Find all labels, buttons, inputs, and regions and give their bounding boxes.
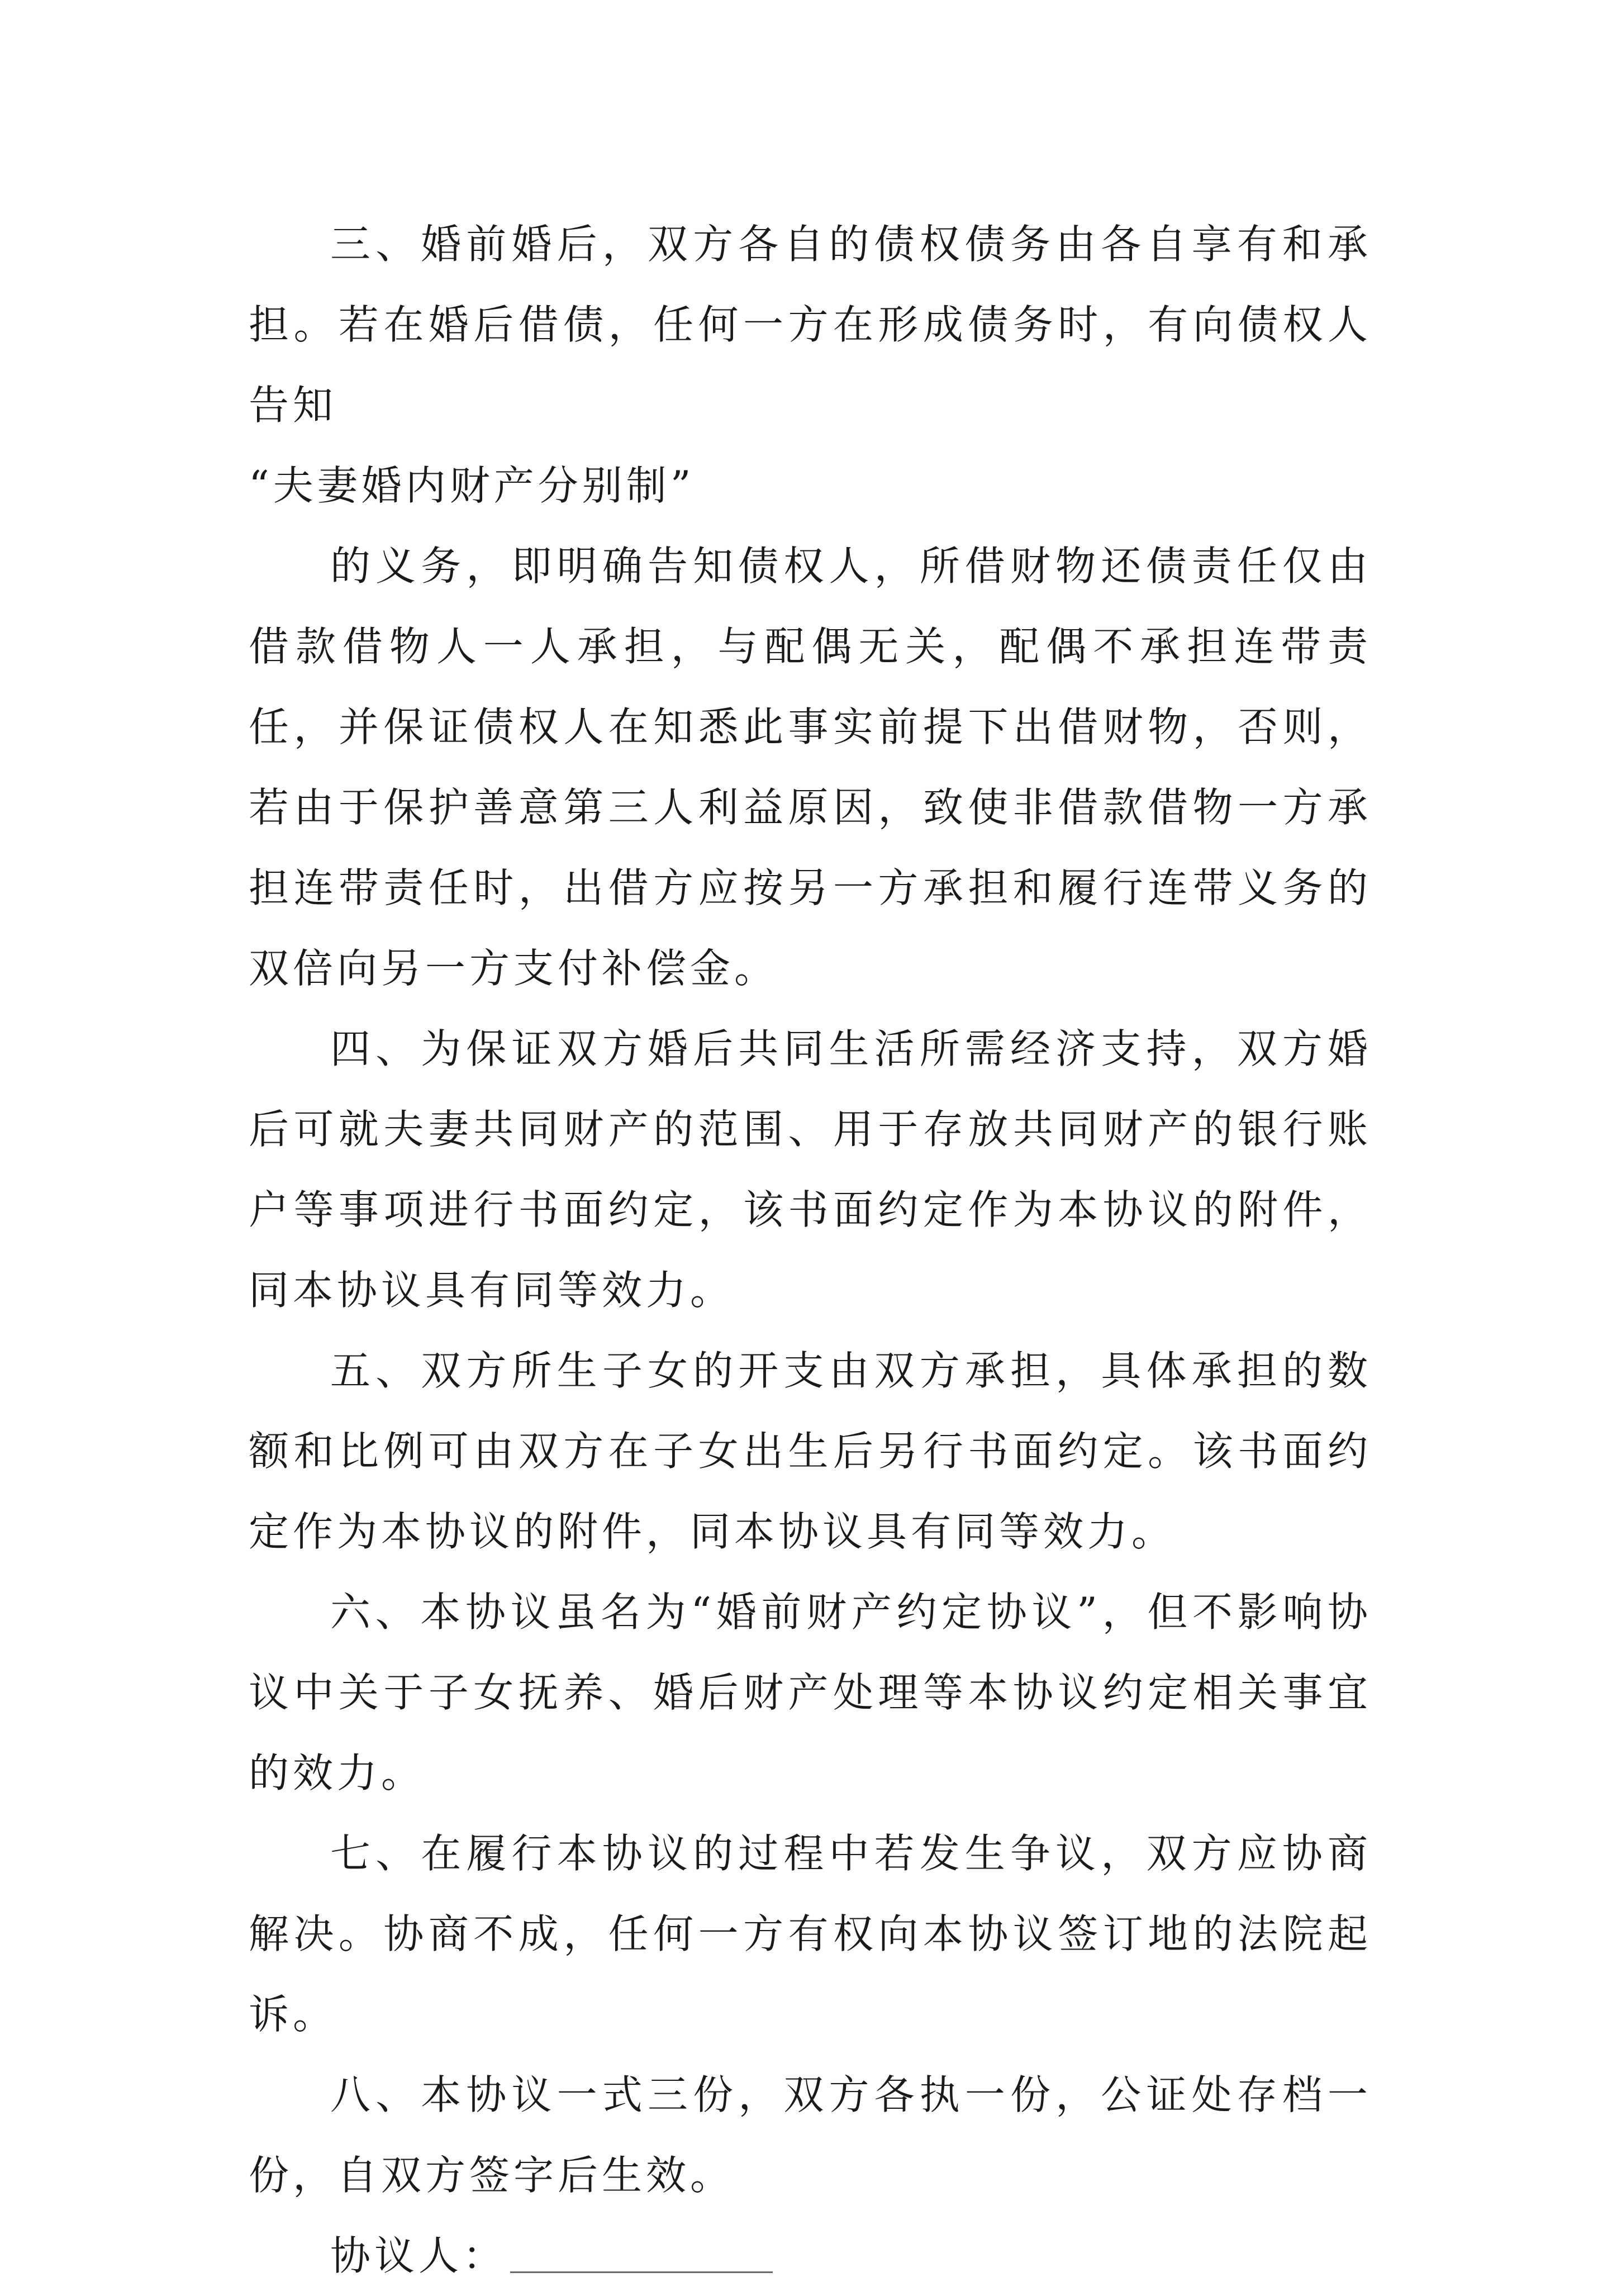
clause-eight: 八、本协议一式三份，双方各执一份，公证处存档一份，自双方签字后生效。 [249,2071,1372,2199]
signature-line [249,2216,1372,2296]
signature-label: 协议人： [330,2232,507,2279]
clause-three: 三、婚前婚后，双方各自的债权债务由各自享有和承担。若在婚后借债，任何一方在形成债务时，有向债权人告知 [249,221,1372,429]
clause-six: 六、本协议虽名为“婚前财产约定协议”，但不影响协议中关于子女抚养、婚后财产处理等本协议约定相关事宜的效力。 [249,1589,1372,1796]
clause-three-continued: 的义务，即明确告知债权人，所借财物还债责任仅由借款借物人一人承担，与配偶无关，配偶不承担连带责任，并保证债权人在知悉此事实前提下出借财物，否则，若由于保护善意第三人利益原因，致使非借款借物一方承担连带责任时，出借方应按另一方承担和履行连带义务的双倍向另一方支付补偿金。 [249,543,1372,992]
clause-seven: 七、在履行本协议的过程中若发生争议，双方应协商解决。协商不成，任何一方有权向本协议签订地的法院起诉。 [249,1830,1372,2038]
clause-five: 五、双方所生子女的开支由双方承担，具体承担的数额和比例可由双方在子女出生后另行书面约定。该书面约定作为本协议的附件，同本协议具有同等效力。 [249,1347,1372,1555]
document-body [249,204,1372,2296]
clause-three-quote: “夫妻婚内财产分别制” [249,462,695,509]
signature-blank[interactable] [510,2231,773,2273]
clause-four: 四、为保证双方婚后共同生活所需经济支持，双方婚后可就夫妻共同财产的范围、用于存放共同财产的银行账户等事项进行书面约定，该书面约定作为本协议的附件，同本协议具有同等效力。 [249,1025,1372,1314]
